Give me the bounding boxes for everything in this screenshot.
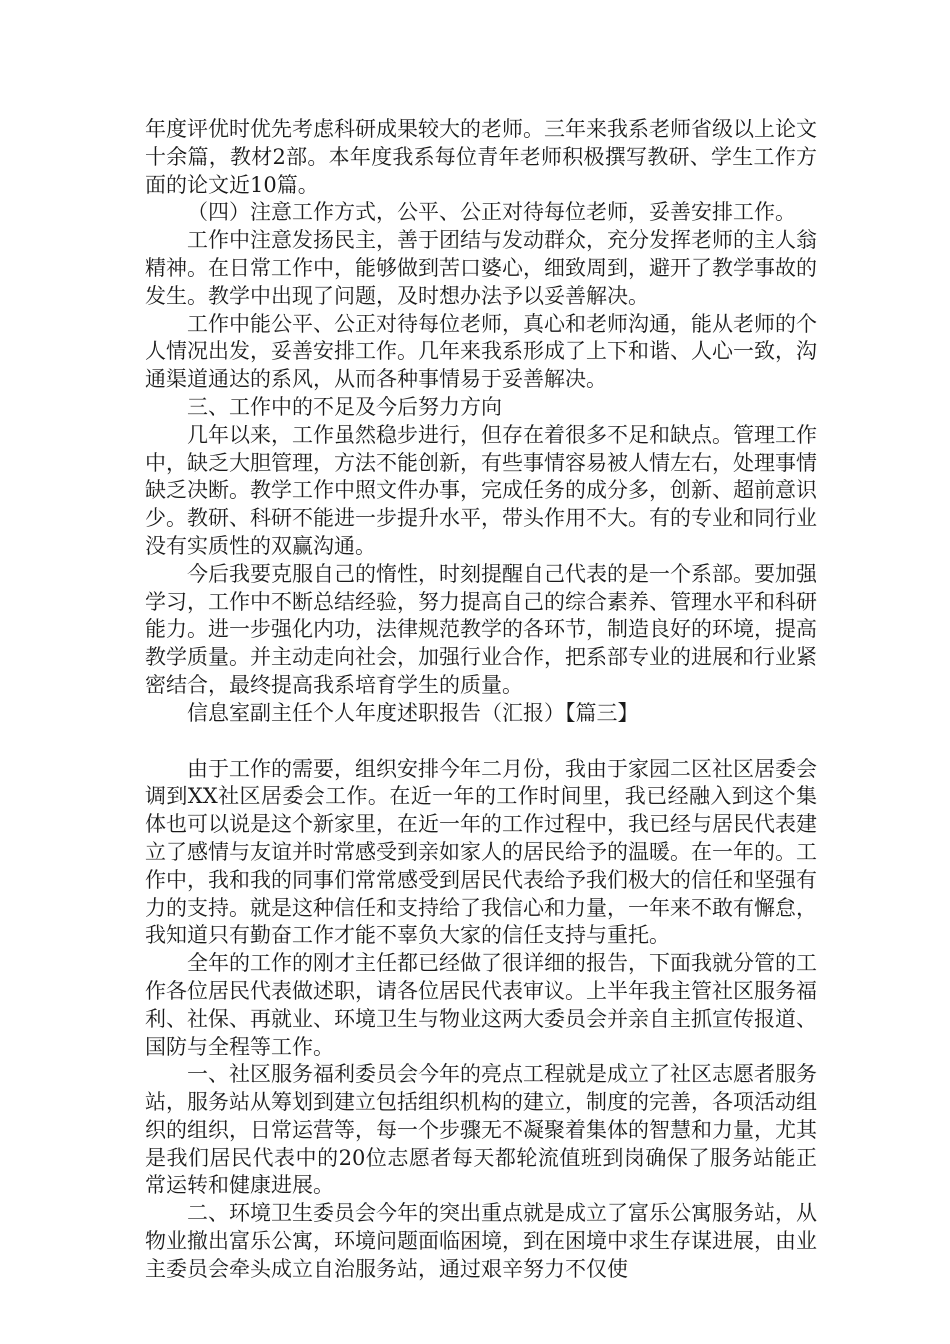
paragraph: 工作中注意发扬民主，善于团结与发动群众，充分发挥老师的主人翁精神。在日常工作中，能够做到苦口婆心，细致周到，避开了教学事故的发生。教学中出现了问题，及时想办法予以妥善解决。: [145, 228, 817, 308]
paragraph: 年度评优时优先考虑科研成果较大的老师。三年来我系老师省级以上论文十余篇，教材2部。本年度我系每位青年老师积极撰写教研、学生工作方面的论文近10篇。: [145, 117, 817, 197]
paragraph: 几年以来，工作虽然稳步进行，但存在着很多不足和缺点。管理工作中，缺乏大胆管理，方法不能创新，有些事情容易被人情左右，处理事情缺乏决断。教学工作中照文件办事，完成任务的成分多，创新、超前意识少。教研、科研不能进一步提升水平，带头作用不大。有的专业和同行业没有实质性的双赢沟通。: [145, 422, 817, 558]
paragraph: 今后我要克服自己的惰性，时刻提醒自己代表的是一个系部。要加强学习，工作中不断总结经验，努力提高自己的综合素养、管理水平和科研能力。进一步强化内功，法律规范教学的各环节，制造良好的环境，提高教学质量。并主动走向社会，加强行业合作，把系部专业的进展和行业紧密结合，最终提高我系培育学生的质量。: [145, 561, 817, 697]
document-body: [145, 116, 817, 1284]
report-title: 信息室副主任个人年度述职报告（汇报）【篇三】: [187, 700, 639, 725]
paragraph: 由于工作的需要，组织安排今年二月份，我由于家园二区社区居委会调到XX社区居委会工作。在近一年的工作时间里，我已经融入到这个集体也可以说是这个新家里，在近一年的工作过程中，我已经与居民代表建立了感情与友谊并时常感受到亲如家人的居民给予的温暖。在一年的。工作中，我和我的同事们常常感受到居民代表给予我们极大的信任和坚强有力的支持。就是这种信任和支持给了我信心和力量，一年来不敢有懈怠，我知道只有勤奋工作才能不辜负大家的信任支持与重托。: [145, 756, 817, 948]
section-heading: 三、工作中的不足及今后努力方向: [187, 394, 502, 419]
paragraph: 一、社区服务福利委员会今年的亮点工程就是成立了社区志愿者服务站，服务站从筹划到建立包括组织机构的建立，制度的完善，各项活动组织的组织，日常运营等，每一个步骤无不凝聚着集体的智慧和力量，尤其是我们居民代表中的20位志愿者每天都轮流值班到岗确保了服务站能正常运转和健康进展。: [145, 1062, 817, 1198]
blank-line: [145, 728, 817, 756]
section-heading: （四）注意工作方式，公平、公正对待每位老师，妥善安排工作。: [187, 200, 796, 225]
paragraph: 全年的工作的刚才主任都已经做了很详细的报告，下面我就分管的工作各位居民代表做述职，请各位居民代表审议。上半年我主管社区服务福利、社保、再就业、环境卫生与物业这两大委员会并亲自主抓宣传报道、国防与全程等工作。: [145, 951, 817, 1059]
paragraph: 工作中能公平、公正对待每位老师，真心和老师沟通，能从老师的个人情况出发，妥善安排工作。几年来我系形成了上下和谐、人心一致，沟通渠道通达的系风，从而各种事情易于妥善解决。: [145, 311, 817, 392]
paragraph: 二、环境卫生委员会今年的突出重点就是成立了富乐公寓服务站，从物业撤出富乐公寓，环境问题面临困境，到在困境中求生存谋进展，由业主委员会牵头成立自治服务站，通过艰辛努力不仅使: [145, 1201, 817, 1281]
